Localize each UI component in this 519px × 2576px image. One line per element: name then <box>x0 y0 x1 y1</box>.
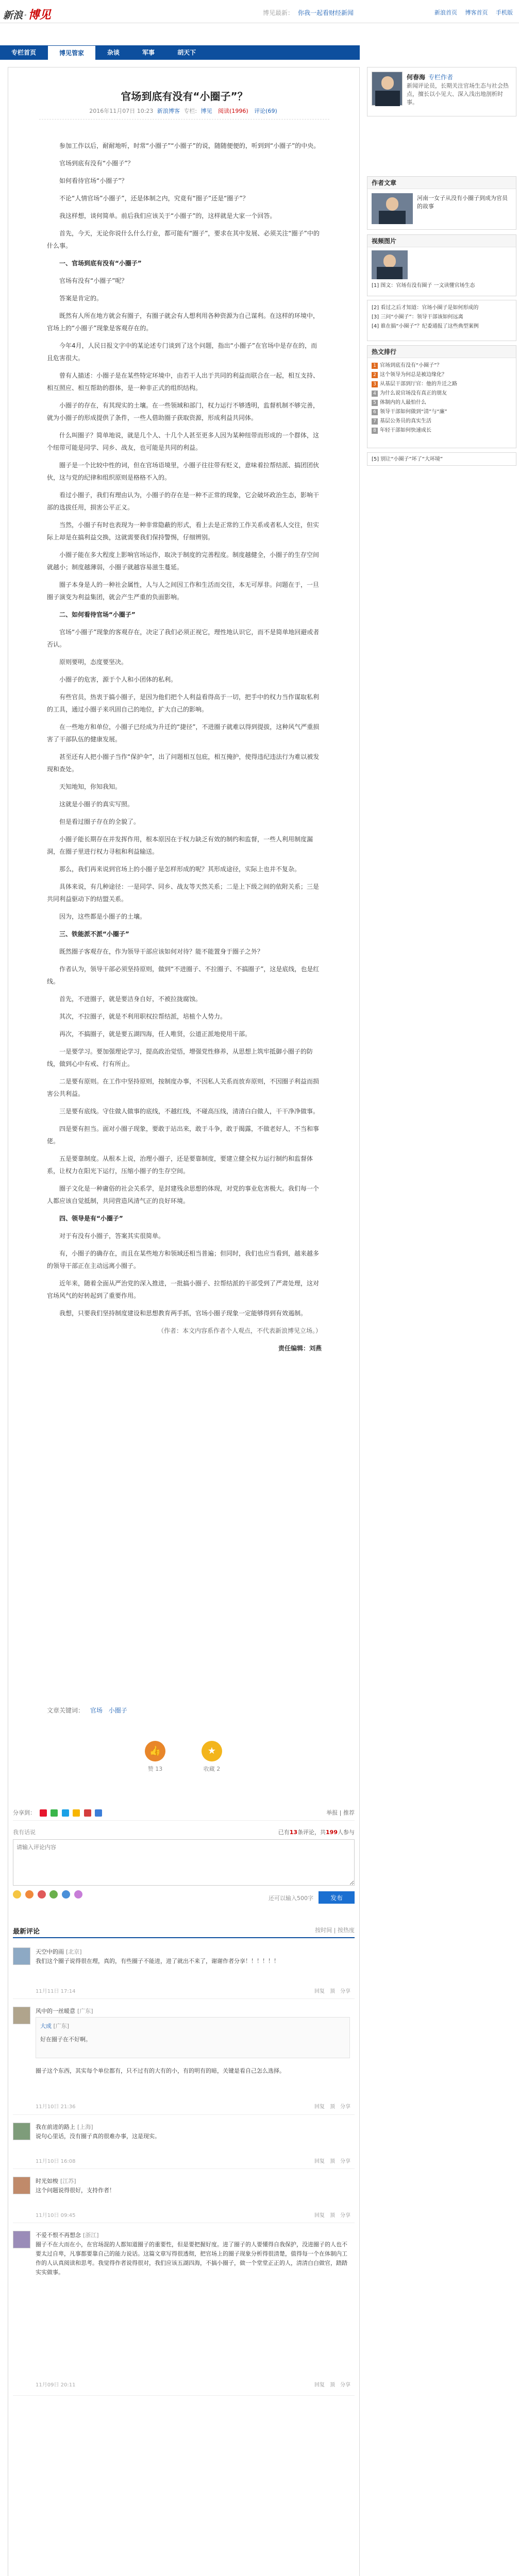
top-link-sina-home[interactable]: 新浪首页 <box>434 9 457 16</box>
hot-article-item[interactable]: 8 年轻干部如何快速成长 <box>372 426 512 435</box>
reply-link[interactable]: 回复 <box>314 2104 325 2110</box>
photo-thumbnail[interactable] <box>372 250 408 279</box>
article-paragraph: 五是要靠制度。从根本上说，治理小圈子，还是要靠制度，要建立健全权力运行制约和监督体系，让权力在阳光下运行，压缩小圈子的生存空间。 <box>47 1155 313 1175</box>
article-paragraph: 甚至还有人把小圈子当作“保护伞”，出了问题相互包庇，相互掩护，使得违纪违法行为难以被发现和查处。 <box>47 753 320 773</box>
quoted-text: 好在圈子在不好啊。 <box>40 2036 91 2043</box>
editor-signature: 责任编辑：刘燕 <box>278 1345 322 1352</box>
photo-video-list <box>367 281 516 294</box>
commenter-location: [浙江] <box>83 2232 99 2239</box>
logo-main-text: 新浪 <box>3 10 23 21</box>
article-paragraph: 官场到底有没有“小圈子”？ <box>59 160 134 167</box>
comment-item <box>13 2226 355 2396</box>
article-paragraph: 对于有没有小圈子，答案其实很简单。 <box>59 1232 165 1240</box>
commenter-location: [江苏] <box>60 2178 76 2184</box>
article-paragraph: 参加工作以后，耐耐地听，时常“小圈子”“小圈子”的说，随随便便的，听到到“小圈子”的中央。 <box>59 142 320 149</box>
comment-actions <box>309 2102 350 2110</box>
comment-actions <box>309 2211 350 2218</box>
comment-actions <box>309 2157 350 2164</box>
article-paragraph: 四是要有担当。面对小圈子现象，要敢于站出来，敢于斗争，敢于揭露，不做老好人，不当和事佬。 <box>47 1125 320 1145</box>
article-paragraph: 有，小圈子的确存在，而且在某些地方和领域还相当普遍；但同时，我们也应当看到，越来越多的领导干部正在主动远离小圈子。 <box>47 1250 320 1269</box>
tag-link[interactable]: 官场 <box>90 1707 103 1714</box>
section-heading: 四、领导是有“小圈子” <box>59 1215 123 1222</box>
comment-text: 圈子这个东西，其实每个单位都有，只不过有的大有的小，有的明有的暗，关键是看自己怎么选择。 <box>36 2067 285 2074</box>
share-bar <box>13 1808 355 1821</box>
tag-link[interactable]: 小圈子 <box>108 1707 127 1714</box>
comment-form <box>13 1828 355 1916</box>
article-paragraph: 曾有人描述：小圈子是在某些特定环境中，由若干人出于共同的利益而联合在一起，相互支持、相互照应、相互帮助的群体，是一种非正式的组织结构。 <box>47 372 320 392</box>
hot-article-item[interactable]: 7 基层公务员的真实生活 <box>372 417 512 426</box>
article-paragraph: 我这样想，谈何简单。前后我们应该关于“小圈子”的，这样就是大家一个回答。 <box>59 212 276 219</box>
share-label: 分享到： <box>13 1809 36 1816</box>
top-link-mobile[interactable]: 手机版 <box>496 9 513 16</box>
comment-text: 圈子不在大而在小，在官场混的人都知道圈子的重要性，但是要把握好度。进了圈子的人要懂得自我保护，没进圈子的人也不要太过自卑，凡事都要靠自己的能力说话。这篇文章写得很透彻，把官场上的圈子现象分析得很清楚，值得每一个在体制内工作的人认真阅读和思考。我觉得作者说得很对，我们应该五湖四海，不搞小圈子，做一个堂堂正正的人，清清白白做官，踏踏实实做事。 <box>36 2241 347 2276</box>
commenter-avatar[interactable] <box>13 2007 30 2024</box>
author-disclaimer: （作者：本文内容系作者个人观点，不代表新浪博见立场。） <box>157 1327 322 1334</box>
hot-article-item[interactable]: 2 这个领导为何总是被边缘化？ <box>372 370 512 380</box>
like-label: 赞 <box>147 1766 154 1772</box>
author-role: 专栏作者 <box>428 74 454 81</box>
article-paragraph: 官场“小圈子”现象的客观存在，决定了我们必须正视它，理性地认识它，而不是简单地回避或者否认。 <box>47 629 320 648</box>
article-paragraph: 天知地知，你知我知。 <box>59 783 122 790</box>
article-paragraph: 如何看待官场“小圈子”？ <box>59 177 128 184</box>
author-profile <box>367 67 516 116</box>
article-paragraph: 什么叫圈子？简单地说，就是几个人、十几个人甚至更多人因为某种纽带而形成的一个群体，这个纽带可能是同学、同乡、战友，也可能是共同的利益。 <box>47 432 320 451</box>
article-paragraph: 看过小圈子，我们有理由认为，小圈子的存在是一种不正常的现象，它会破坏政治生态，影响干部的选拔任用，损害公平正义。 <box>47 492 320 511</box>
wechat-icon[interactable] <box>51 1809 58 1817</box>
comment-count-summary: 已有13条评论，共199人参与 <box>278 1829 355 1836</box>
photo-video-list-more <box>367 300 516 334</box>
comment-tools <box>13 1890 355 1906</box>
upvote-link[interactable]: 顶 <box>330 1989 335 1994</box>
article-views: 阅读(1996) <box>218 108 248 114</box>
hot-articles-list <box>367 358 516 438</box>
article-paragraph: 作者认为，领导干部必须坚持原则，做到“不进圈子、不拉圈子、不搞圈子”，这是底线，也是红线。 <box>47 965 320 985</box>
favorite-button[interactable] <box>196 1741 227 1773</box>
article-paragraph: 既然有人所在地方就会有圈子，有圈子就会有人想利用各种资源为自己谋利。在这样的环境中，官场上的“小圈子”现象是客观存在的。 <box>47 312 320 332</box>
article-paragraph: 三是要有底线。守住做人做事的底线，不越红线，不碰高压线，清清白白做人，干干净净做事。 <box>59 1108 320 1115</box>
like-count: 13 <box>155 1766 163 1772</box>
comment-time: 11月10日 16:08 <box>36 2159 76 2164</box>
commenter-location: [广东] <box>77 2008 93 2014</box>
article-source-link[interactable]: 博见 <box>200 108 212 114</box>
comment-text: 说句心里话，没有圈子真的很难办事，这是现实。 <box>36 2133 160 2140</box>
emoji-smile-icon[interactable] <box>13 1890 21 1899</box>
nav-item-essays[interactable]: 杂谈 <box>107 49 120 56</box>
commenter-name[interactable]: 天空中的雨 <box>36 1948 64 1955</box>
hot-articles-title: 热文排行 <box>367 346 516 358</box>
author-name[interactable]: 何春海 <box>407 74 426 81</box>
commenter-location: [上海] <box>77 2124 93 2130</box>
article-paragraph: 当然，小圈子有时也表现为一种非常隐蔽的形式，看上去是正常的工作关系或者私人交往，但实际上却是在搞利益交换，这就需要我们保持警惕，仔细辨别。 <box>47 521 320 541</box>
reply-link[interactable]: 回复 <box>314 1989 325 1994</box>
commenter-name[interactable]: 不爱不恨不再想念 <box>36 2232 81 2239</box>
star-icon: ★ <box>202 1741 222 1761</box>
article-paragraph: 圈子本身是人的一种社会属性，人与人之间因工作和生活而交往，本无可厚非。问题在于，一旦圈子演变为利益集团，就会产生严重的负面影响。 <box>47 581 320 601</box>
article-paragraph: 其次，不拉圈子，就是不利用职权拉帮结派，培植个人势力。 <box>59 1013 227 1020</box>
photo-video-box <box>367 234 516 296</box>
article-paragraph: 我想，只要我们坚持制度建设和思想教育两手抓，官场小圈子现象一定能够得到有效遏制。 <box>59 1310 307 1317</box>
commenter-avatar[interactable] <box>13 2231 30 2248</box>
share-link[interactable]: 分享 <box>340 2159 350 2164</box>
reply-link[interactable]: 回复 <box>314 2159 325 2164</box>
share-link[interactable]: 分享 <box>340 1989 350 1994</box>
reply-link[interactable]: 回复 <box>314 2213 325 2218</box>
headline-link[interactable]: 你我一起看财经新闻 <box>298 9 354 16</box>
comment-sort-options[interactable]: 按时间 | 按热度 <box>315 1927 355 1934</box>
weibo-icon[interactable] <box>40 1809 47 1817</box>
comment-item <box>13 2172 355 2223</box>
author-articles-title: 作者文章 <box>367 177 516 189</box>
comment-list-title: 最新评论 <box>13 1928 40 1936</box>
commenter <box>36 2231 99 2239</box>
article-paragraph: 答案是肯定的。 <box>59 295 103 302</box>
title-divider <box>39 119 329 120</box>
upvote-link[interactable]: 顶 <box>330 2382 335 2388</box>
photo-video-last <box>367 452 516 466</box>
comment-time: 11月11日 17:14 <box>36 1989 76 1994</box>
article-paragraph: 具体来说，有几种途径：一是同学、同乡、战友等天然关系；二是上下级之间的依附关系；三是共同利益驱动下的结盟关系。 <box>47 883 320 903</box>
comment-form-header <box>13 1828 355 1839</box>
commenter-location: [北京] <box>66 1948 82 1955</box>
article-date: 2016年11月07日 10:23 <box>89 108 154 114</box>
share-right-links[interactable]: 举报 | 推荐 <box>326 1809 355 1816</box>
comment-time: 11月09日 20:11 <box>36 2382 76 2388</box>
article-source-label: 专栏 <box>183 108 195 114</box>
hot-article-item[interactable]: 5 体制内的人最怕什么 <box>372 398 512 408</box>
commenter-name[interactable]: 时光如梭 <box>36 2178 58 2184</box>
author-articles-box <box>367 176 516 230</box>
emoji-angry-icon[interactable] <box>38 1890 46 1899</box>
upvote-link[interactable]: 顶 <box>330 2104 335 2110</box>
qzone-icon[interactable] <box>73 1809 80 1817</box>
reaction-bar <box>8 1741 360 1787</box>
photo-video-link[interactable]: [5] 别让“小圈子”坏了“大环境” <box>372 456 443 462</box>
photo-video-link[interactable]: [3] 三问“小圈子”：领导干部该如何远离 <box>372 314 463 320</box>
favorite-label: 收藏 <box>203 1766 215 1772</box>
article-paragraph: 有些官员，热衷于搞小圈子，是因为他们把个人利益看得高于一切，把手中的权力当作谋取私利的工具，通过小圈子来巩固自己的地位，扩大自己的影响。 <box>47 693 320 713</box>
quoted-comment <box>36 2017 350 2058</box>
article-paragraph: 不论“人情官场”小圈子”，还是体制之内，究竟有“圈子”还是“圈子”？ <box>59 195 249 202</box>
comment-time: 11月10日 21:36 <box>36 2104 76 2110</box>
commenter <box>36 2007 93 2015</box>
renren-icon[interactable] <box>84 1809 91 1817</box>
nav-item-manager[interactable]: 博见管家 <box>47 45 96 60</box>
emoji-laugh-icon[interactable] <box>25 1890 34 1899</box>
article-paragraph: 这就是小圈子的真实写照。 <box>59 801 134 808</box>
commenter-name[interactable]: 我在前进的路上 <box>36 2124 75 2130</box>
section-heading: 一、官场到底有没有“小圈子” <box>59 260 142 267</box>
article-paragraph: 在一些地方和单位，小圈子已经成为升迁的“捷径”，不进圈子就难以得到提拔，这种风气严重损害了干部队伍的健康发展。 <box>47 723 320 743</box>
participant-count: 199 <box>326 1829 338 1836</box>
commenter-avatar[interactable] <box>13 2177 30 2194</box>
article-paragraph: 近年来，随着全面从严治党的深入推进，一批搞小圈子、拉帮结派的干部受到了严肃处理，这对官场风气的好转起到了重要作用。 <box>47 1280 320 1299</box>
commenter-name[interactable]: 风中的一丝暖意 <box>36 2008 75 2014</box>
photo-video-link[interactable]: [4] 谁在搞“小圈子”？纪委通报了这些典型案例 <box>372 324 479 329</box>
comment-item <box>13 1942 355 1999</box>
hot-article-item[interactable]: 4 为什么说官场没有真正的朋友 <box>372 389 512 398</box>
thumbs-up-icon: 👍 <box>145 1741 165 1761</box>
comment-actions <box>309 1987 350 1994</box>
emoji-love-icon[interactable] <box>74 1890 82 1899</box>
headline-ticker <box>263 8 354 17</box>
comment-text: 我们这个圈子说得很在理，真的，有些圈子不能进，进了就出不来了，谢谢作者分享！！！！！！ <box>36 1958 279 1964</box>
hot-articles-box <box>367 345 516 448</box>
commenter-avatar[interactable] <box>13 1947 30 1965</box>
article-title: 官场到底有没有“小圈子”？ <box>121 90 248 103</box>
nav-item-military[interactable]: 军事 <box>142 49 155 56</box>
logo-brand-text: 博见 <box>28 8 51 22</box>
nav-item-world[interactable]: 胡天下 <box>177 49 196 56</box>
article-body <box>47 140 322 1360</box>
char-limit: 还可以输入500字 <box>269 1895 313 1902</box>
like-button[interactable] <box>140 1741 171 1773</box>
photo-video-title: 视频图片 <box>367 235 516 247</box>
comment-item <box>13 2117 355 2169</box>
article-comments-link[interactable]: 评论(69) <box>254 108 277 114</box>
article-paragraph: 小圈子能长期存在并发挥作用，根本原因在于权力缺乏有效的制约和监督，一些人利用制度漏洞，在圈子里进行权力寻租和利益输送。 <box>47 836 313 855</box>
site-logo[interactable]: 新浪 ·博见 <box>3 8 51 22</box>
article-meta: 2016年11月07日 10:23 新浪博客 专栏: 博见 阅读(1996) 评论(69) <box>89 108 277 114</box>
hot-article-item[interactable]: 3 从基层干部到厅官：他的升迁之路 <box>372 380 512 389</box>
submit-comment-button[interactable]: 发布 <box>319 1891 355 1904</box>
share-link[interactable]: 分享 <box>340 2104 350 2110</box>
reply-link[interactable]: 回复 <box>314 2382 325 2388</box>
article-tags <box>47 1706 127 1715</box>
qq-icon[interactable] <box>62 1809 69 1817</box>
article-paragraph: 小圈子的危害，源于个人和小团体的私利。 <box>59 676 177 683</box>
article-category-link[interactable]: 新浪博客 <box>157 108 180 114</box>
article-paragraph: 但是看过圈子存在的全貌了。 <box>59 818 140 825</box>
section-heading: 三、铁能派不派“小圈子” <box>59 930 129 938</box>
commenter-avatar[interactable] <box>13 2123 30 2140</box>
top-bar <box>0 0 519 23</box>
article-paragraph: 小圈子的存在，有其现实的土壤。在一些领域和部门，权力运行不够透明，监督机制不够完善，就为小圈子的形成提供了条件，一些人借助圈子获取资源，形成利益共同体。 <box>47 402 320 421</box>
photo-video-list-extra <box>367 300 516 341</box>
share-link[interactable]: 分享 <box>340 2382 350 2388</box>
article-paragraph: 那么，我们再来说到官场上的小圈子是怎样形成的呢？其形成途径，实际上也并不复杂。 <box>59 866 301 873</box>
main-nav <box>0 45 360 60</box>
article-paragraph: 圈子文化是一种庸俗的社会关系学，是封建残余思想的体现，对党的事业危害极大。我们每一个人都应该自觉抵制，共同营造风清气正的良好环境。 <box>47 1185 320 1205</box>
article-paragraph: 因为，这些都是小圈子的土壤。 <box>59 913 146 920</box>
photo-video-link[interactable]: [2] 看过之后才知道：官场小圈子是如何形成的 <box>372 305 479 311</box>
author-avatar[interactable] <box>372 72 403 106</box>
upvote-link[interactable]: 顶 <box>330 2213 335 2218</box>
emoji-wink-icon[interactable] <box>49 1890 58 1899</box>
quoted-user: 大成 [广东] <box>40 2023 70 2029</box>
article-paragraph: 二是要有原则。在工作中坚持原则，按制度办事，不因私人关系而放弃原则，不因圈子利益而损害公共利益。 <box>47 1078 320 1097</box>
article-paragraph: 首先，不进圈子，就是要洁身自好，不被拉拢腐蚀。 <box>59 995 202 1003</box>
article-thumbnail[interactable] <box>372 193 413 224</box>
comment-list-header <box>13 1926 355 1938</box>
commenter <box>36 1947 82 1956</box>
sidebar <box>367 67 516 462</box>
article-paragraph: 首先，今天，无论你说什么什么行业，都可能有“圈子”，要求在其中发展、必须关注“圈子”中的什么事。 <box>47 230 320 249</box>
comment-text: 这个问题说得很好，支持作者！ <box>36 2187 115 2194</box>
article-paragraph: 小圈子能在多大程度上影响官场运作，取决于制度的完善程度。制度越健全，小圈子的生存空间就越小；制度越薄弱，小圈子就越容易滋生蔓延。 <box>47 551 320 571</box>
author-description: 新闻评论员，长期关注官场生态与社会热点，擅长以小见大、深入浅出地剖析时事。 <box>407 82 509 106</box>
top-links <box>428 8 513 16</box>
article-paragraph: 一是要学习。要加强理论学习，提高政治觉悟，增强党性修养，从思想上筑牢抵御小圈子的防线，做到心中有戒、行有所止。 <box>47 1048 313 1067</box>
comment-actions <box>309 2380 350 2388</box>
favorite-count: 2 <box>216 1766 221 1772</box>
section-heading: 二、如何看待官场“小圈子” <box>59 611 136 618</box>
share-link[interactable]: 分享 <box>340 2213 350 2218</box>
commenter <box>36 2177 76 2185</box>
article-paragraph: 圈子是一个比较中性的词，但在官场语境里，小圈子往往带有贬义，意味着拉帮结派、搞团团伙伙，这与党的纪律和组织原则是格格不入的。 <box>47 462 320 481</box>
article-paragraph: 今年4月，人民日报文字中的某论述专门谈到了这个问题，指出“小圈子”在官场中是存在的，而且危害很大。 <box>47 342 317 362</box>
article-paragraph: 原则要明，态度要坚决。 <box>59 658 128 666</box>
photo-video-last-list <box>367 453 516 466</box>
hot-article-item[interactable]: 6 领导干部如何做到“清”与“廉” <box>372 408 512 417</box>
comment-form-title: 我有话说 <box>13 1829 36 1836</box>
emoji-cry-icon[interactable] <box>62 1890 70 1899</box>
commenter <box>36 2123 93 2131</box>
comment-input[interactable] <box>13 1839 355 1886</box>
article-paragraph: 既然圈子客观存在，作为领导干部应该如何对待？能不能置身于圈子之外？ <box>59 948 264 955</box>
comment-time: 11月10日 09:45 <box>36 2213 76 2218</box>
douban-icon[interactable] <box>95 1809 102 1817</box>
headline-label: 博见最新： <box>263 9 294 16</box>
top-link-blog-home[interactable]: 博客首页 <box>465 9 488 16</box>
article-thumbnail-caption[interactable]: 河南一女子从没有小圈子到成为官员的故事 <box>417 195 508 210</box>
article-paragraph: 再次，不搞圈子，就是要五湖四海，任人唯贤，公道正派地使用干部。 <box>59 1030 252 1038</box>
hot-article-item[interactable]: 1 官场到底有没有“小圈子”？ <box>372 361 512 370</box>
author-name-line <box>407 73 453 81</box>
photo-video-link[interactable]: [1] 图文：官场有没有圈子 一文读懂官场生态 <box>372 283 475 289</box>
nav-item-column-home[interactable]: 专栏首页 <box>11 49 37 56</box>
comment-item <box>13 2002 355 2115</box>
comment-count: 13 <box>289 1829 298 1836</box>
tags-label: 文章关键词： <box>47 1707 85 1714</box>
upvote-link[interactable]: 顶 <box>330 2159 335 2164</box>
article-paragraph: 官场有没有“小圈子”呢？ <box>59 277 128 284</box>
